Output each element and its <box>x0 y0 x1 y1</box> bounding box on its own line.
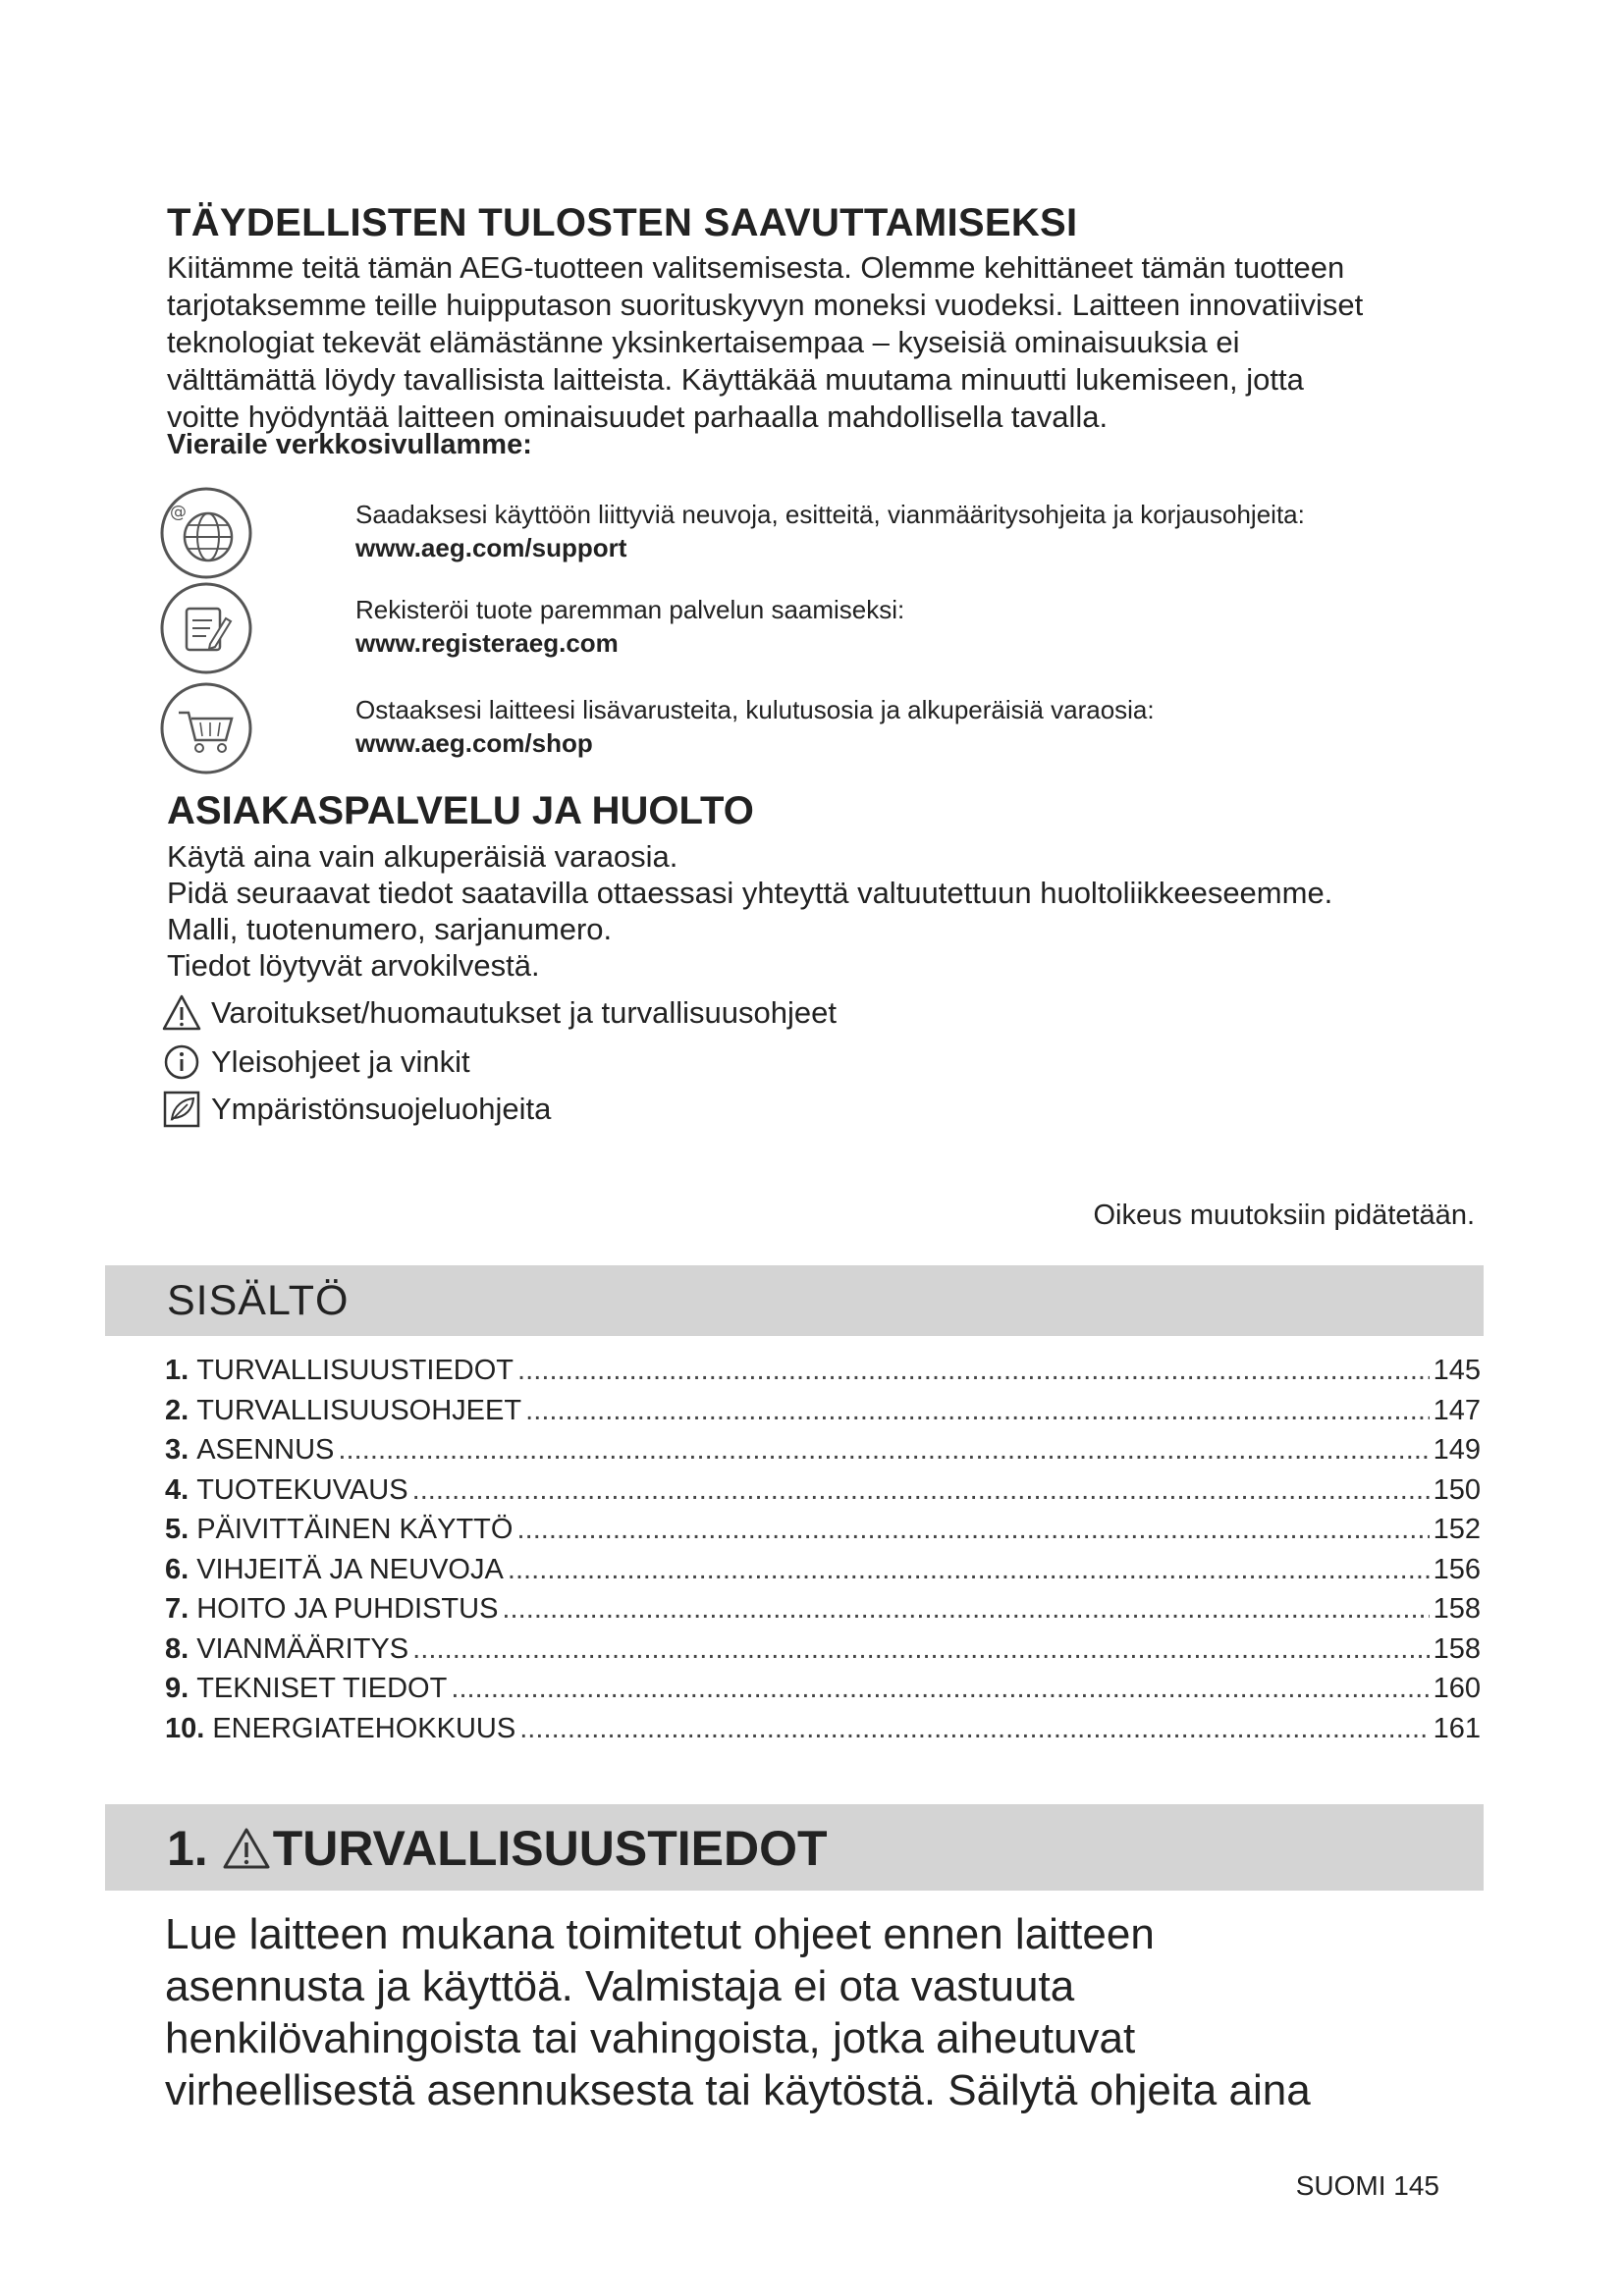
toc-item-number: 8. <box>165 1632 189 1665</box>
section1-title: TURVALLISUUSTIEDOT <box>272 1821 828 1876</box>
intro-line: teknologiat tekevät elämästänne yksinkertaisempaa – kyseisiä ominaisuuksia ei <box>167 325 1240 359</box>
support-link-row <box>157 484 1532 582</box>
shop-link-description: Ostaaksesi laitteesi lisävarusteita, kulutusosia ja alkuperäisiä varaosia: <box>355 695 1155 724</box>
visit-website-label: Vieraile verkkosivullamme: <box>167 429 532 460</box>
warning-icon <box>222 1826 271 1871</box>
toc-item-number: 9. <box>165 1673 189 1704</box>
toc-item-page: 152 <box>1433 1514 1481 1545</box>
toc-item[interactable] <box>165 1554 1481 1594</box>
toc-item-page: 160 <box>1433 1673 1481 1704</box>
section1-number: 1. <box>167 1821 208 1876</box>
toc-leader-dots <box>412 1474 1430 1507</box>
service-line: Pidä seuraavat tiedot saatavilla ottaessasi yhteyttä valtuutettuun huoltoliikkeeseemme. <box>167 876 1333 910</box>
toc-item[interactable] <box>165 1474 1481 1515</box>
toc-item[interactable] <box>165 1514 1481 1554</box>
section1-line: virheellisestä asennuksesta tai käytöstä. Säilytä ohjeita aina <box>165 2066 1311 2114</box>
toc-item-label: VIANMÄÄRITYS <box>196 1632 409 1665</box>
svg-text:@: @ <box>170 503 187 522</box>
toc-item-label: TEKNISET TIEDOT <box>196 1673 448 1704</box>
globe-icon <box>157 484 255 582</box>
toc-item-number: 2. <box>165 1394 189 1426</box>
toc-item-page: 145 <box>1433 1355 1481 1386</box>
register-icon <box>157 579 255 677</box>
service-line: Tiedot löytyvät arvokilvestä. <box>167 948 540 983</box>
toc-item-label: ASENNUS <box>196 1434 335 1466</box>
toc-item-number: 5. <box>165 1514 189 1545</box>
service-title: ASIAKASPALVELU JA HUOLTO <box>167 789 754 832</box>
shopping-cart-icon <box>157 679 255 777</box>
toc-item-number: 10. <box>165 1712 205 1744</box>
support-url-link[interactable]: www.aeg.com/support <box>355 533 627 562</box>
section1-line: henkilövahingoista tai vahingoista, jotka aiheutuvat <box>165 2014 1136 2062</box>
rights-notice: Oikeus muutoksiin pidätetään. <box>1093 1200 1475 1231</box>
toc-item-label: TUOTEKUVAUS <box>196 1473 408 1506</box>
toc-item-page: 158 <box>1433 1632 1481 1665</box>
toc-item-page: 156 <box>1433 1553 1481 1585</box>
toc-item-page: 149 <box>1433 1434 1481 1466</box>
toc-item-label: TURVALLISUUSTIEDOT <box>196 1355 514 1386</box>
environment-icon <box>162 1090 201 1129</box>
toc-leader-dots <box>519 1713 1429 1745</box>
support-link-description: Saadaksesi käyttöön liittyviä neuvoja, esitteitä, vianmääritysohjeita ja korjausohjeita: <box>355 500 1305 529</box>
toc-item-label: VIHJEITÄ JA NEUVOJA <box>196 1553 504 1585</box>
register-url-link[interactable]: www.registeraeg.com <box>355 628 619 658</box>
intro-line: välttämättä löydy tavallisista laitteista. Käyttäkää muutama minuutti lukemiseen, jotta <box>167 362 1304 397</box>
section1-paragraph <box>165 1908 1490 2116</box>
info-icon <box>162 1042 201 1082</box>
service-paragraph <box>167 838 1483 984</box>
legend-environment-label: Ympäristönsuojeluohjeita <box>211 1092 552 1126</box>
toc-leader-dots <box>451 1673 1429 1705</box>
service-line: Käytä aina vain alkuperäisiä varaosia. <box>167 839 678 874</box>
toc-item-number: 1. <box>165 1355 189 1386</box>
intro-line: tarjotaksemme teille huipputason suorituskyvyn moneksi vuodeksi. Laitteen innovatiiviset <box>167 288 1364 322</box>
toc-item-number: 3. <box>165 1434 189 1466</box>
section1-header-band <box>105 1804 1484 1891</box>
legend-warning-label: Varoitukset/huomautukset ja turvallisuusohjeet <box>211 995 837 1030</box>
toc-item[interactable] <box>165 1713 1481 1753</box>
toc-item-page: 147 <box>1433 1394 1481 1426</box>
toc-leader-dots <box>502 1593 1429 1626</box>
toc-item-number: 4. <box>165 1473 189 1506</box>
section1-line: Lue laitteen mukana toimitetut ohjeet ennen laitteen <box>165 1910 1155 1958</box>
toc-item[interactable] <box>165 1355 1481 1395</box>
toc-header-band <box>105 1265 1484 1336</box>
toc-item-label: TURVALLISUUSOHJEET <box>196 1394 522 1426</box>
toc-item-label: PÄIVITTÄINEN KÄYTTÖ <box>196 1514 514 1545</box>
toc-item-page: 158 <box>1433 1593 1481 1625</box>
toc-item-label: HOITO JA PUHDISTUS <box>196 1593 499 1625</box>
toc-title: SISÄLTÖ <box>167 1277 350 1324</box>
register-link-row <box>157 579 1532 677</box>
shop-url-link[interactable]: www.aeg.com/shop <box>355 728 593 758</box>
section1-line: asennusta ja käyttöä. Valmistaja ei ota vastuuta <box>165 1962 1075 2010</box>
toc-item-number: 6. <box>165 1553 189 1585</box>
intro-title: TÄYDELLISTEN TULOSTEN SAAVUTTAMISEKSI <box>167 201 1078 244</box>
legend-info-label: Yleisohjeet ja vinkit <box>211 1044 470 1079</box>
toc-leader-dots <box>412 1633 1429 1666</box>
toc-item-label: ENERGIATEHOKKUUS <box>212 1712 516 1744</box>
register-link-description: Rekisteröi tuote paremman palvelun saamiseksi: <box>355 595 905 624</box>
toc-leader-dots <box>525 1395 1430 1427</box>
toc-item-page: 161 <box>1433 1712 1481 1744</box>
toc-item-page: 150 <box>1433 1473 1481 1506</box>
toc-leader-dots <box>517 1355 1430 1387</box>
toc-leader-dots <box>338 1434 1429 1467</box>
toc-item[interactable] <box>165 1633 1481 1674</box>
toc-item-number: 7. <box>165 1593 189 1625</box>
toc-leader-dots <box>516 1514 1429 1546</box>
table-of-contents <box>165 1355 1481 1752</box>
intro-line: voitte hyödyntää laitteen ominaisuudet parhaalla mahdollisella tavalla. <box>167 400 1109 434</box>
intro-line: Kiitämme teitä tämän AEG-tuotteen valitsemisesta. Olemme kehittäneet tämän tuotteen <box>167 250 1345 285</box>
toc-item[interactable] <box>165 1434 1481 1474</box>
toc-item[interactable] <box>165 1395 1481 1435</box>
shop-link-row <box>157 679 1532 777</box>
service-line: Malli, tuotenumero, sarjanumero. <box>167 912 613 946</box>
toc-item[interactable] <box>165 1593 1481 1633</box>
toc-leader-dots <box>508 1554 1430 1586</box>
toc-item[interactable] <box>165 1673 1481 1713</box>
warning-icon <box>162 993 201 1033</box>
intro-paragraph <box>167 249 1483 436</box>
page-footer: SUOMI 145 <box>1295 2170 1439 2201</box>
